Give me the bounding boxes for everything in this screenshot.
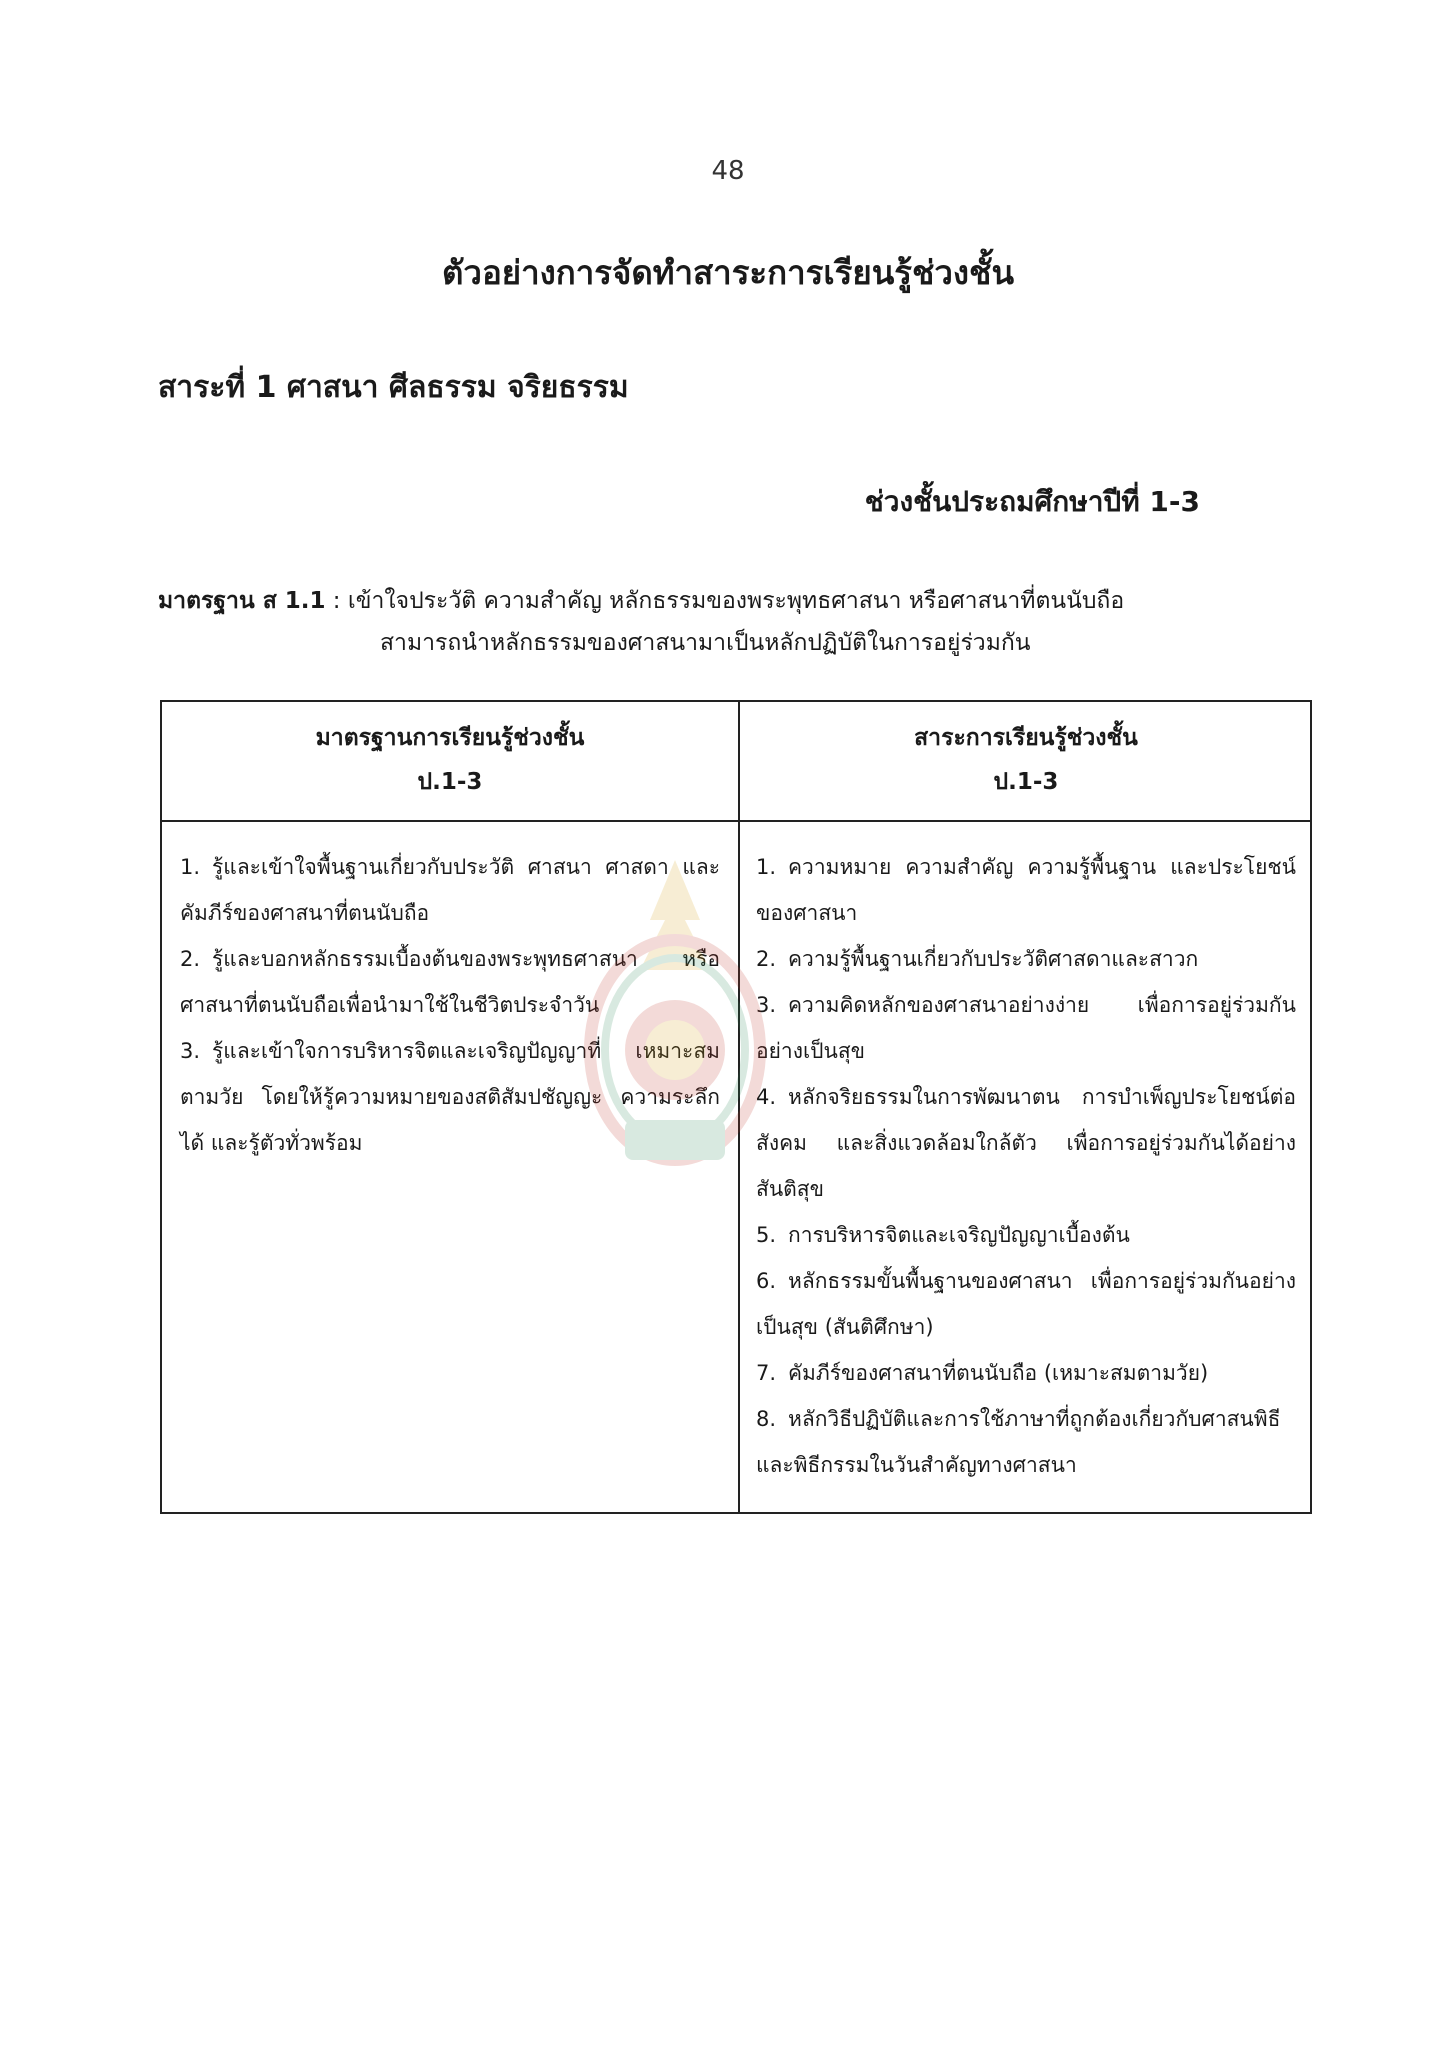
strand-heading: สาระที่ 1 ศาสนา ศีลธรรม จริยธรรม — [158, 370, 629, 405]
header-learning-standards — [162, 716, 738, 804]
item-text: รู้และเข้าใจพื้นฐานเกี่ยวกับประวัติ ศาสนา ศาสดา และคัมภีร์ของศาสนาที่ตนนับถือ — [180, 855, 720, 925]
standard-separator: : — [325, 588, 348, 614]
list-item — [180, 1028, 720, 1166]
item-number: 2. — [756, 947, 777, 971]
list-item — [180, 936, 720, 1028]
list-item — [756, 936, 1296, 982]
item-text: หลักจริยธรรมในการพัฒนาตน การบำเพ็ญประโยชน์ต่อสังคม และสิ่งแวดล้อมใกล้ตัว เพื่อการอยู่ร่วมกันได้อย่างสันติสุข — [756, 1085, 1296, 1201]
left-column-list — [180, 844, 720, 1166]
standard-line-1 — [158, 580, 1316, 622]
list-item — [756, 1350, 1296, 1396]
item-number: 1. — [756, 855, 777, 879]
standard-text-2: สามารถนำหลักธรรมของศาสนามาเป็นหลักปฏิบัติในการอยู่ร่วมกัน — [380, 630, 1031, 656]
header-left-line-1: มาตรฐานการเรียนรู้ช่วงชั้น — [315, 725, 585, 751]
list-item — [756, 844, 1296, 936]
header-divider — [162, 820, 1310, 822]
item-number: 3. — [180, 1039, 201, 1063]
item-text: ความรู้พื้นฐานเกี่ยวกับประวัติศาสดาและสาวก — [788, 947, 1199, 971]
standard-label: มาตรฐาน ส 1.1 — [158, 588, 326, 614]
item-text: หลักวิธีปฏิบัติและการใช้ภาษาที่ถูกต้องเกี่ยวกับศาสนพิธีและพิธีกรรมในวันสำคัญทางศาสนา — [756, 1407, 1281, 1477]
item-number: 1. — [180, 855, 201, 879]
right-column-list — [756, 844, 1296, 1488]
header-left-line-2: ป.1-3 — [417, 769, 483, 795]
item-text: ความหมาย ความสำคัญ ความรู้พื้นฐาน และประโยชน์ของศาสนา — [756, 855, 1296, 925]
standard-text-1: เข้าใจประวัติ ความสำคัญ หลักธรรมของพระพุทธศาสนา หรือศาสนาที่ตนนับถือ — [347, 588, 1125, 614]
item-number: 4. — [756, 1085, 777, 1109]
item-text: รู้และเข้าใจการบริหารจิตและเจริญปัญญาที่ เหมาะสมตามวัย โดยให้รู้ความหมายของสติสัมปชัญญะ ความระลึกได้ และรู้ตัวทั่วพร้อม — [180, 1039, 720, 1155]
item-number: 6. — [756, 1269, 777, 1293]
item-text: คัมภีร์ของศาสนาที่ตนนับถือ (เหมาะสมตามวัย) — [788, 1361, 1209, 1385]
item-number: 8. — [756, 1407, 777, 1431]
list-item — [756, 1258, 1296, 1350]
level-heading: ช่วงชั้นประถมศึกษาปีที่ 1-3 — [864, 485, 1200, 518]
item-text: ความคิดหลักของศาสนาอย่างง่าย เพื่อการอยู่ร่วมกันอย่างเป็นสุข — [756, 993, 1296, 1063]
item-text: รู้และบอกหลักธรรมเบื้องต้นของพระพุทธศาสนา หรือศาสนาที่ตนนับถือเพื่อนำมาใช้ในชีวิตประจำวัน — [180, 947, 720, 1017]
page-title: ตัวอย่างการจัดทำสาระการเรียนรู้ช่วงชั้น — [441, 253, 1015, 292]
item-number: 5. — [756, 1223, 777, 1247]
list-item — [756, 1212, 1296, 1258]
list-item — [756, 1074, 1296, 1212]
column-divider — [738, 702, 740, 1512]
standard-statement — [158, 580, 1316, 664]
header-right-line-2: ป.1-3 — [993, 769, 1059, 795]
item-text: การบริหารจิตและเจริญปัญญาเบื้องต้น — [788, 1223, 1130, 1247]
list-item — [756, 982, 1296, 1074]
list-item — [756, 1396, 1296, 1488]
list-item — [180, 844, 720, 936]
item-text: หลักธรรมขั้นพื้นฐานของศาสนา เพื่อการอยู่ร่วมกันอย่างเป็นสุข (สันติศึกษา) — [756, 1269, 1296, 1339]
curriculum-table — [160, 700, 1312, 1514]
item-number: 7. — [756, 1361, 777, 1385]
page-number: 48 — [711, 156, 745, 186]
header-right-line-1: สาระการเรียนรู้ช่วงชั้น — [914, 725, 1138, 751]
item-number: 3. — [756, 993, 777, 1017]
item-number: 2. — [180, 947, 201, 971]
header-learning-content — [738, 716, 1314, 804]
